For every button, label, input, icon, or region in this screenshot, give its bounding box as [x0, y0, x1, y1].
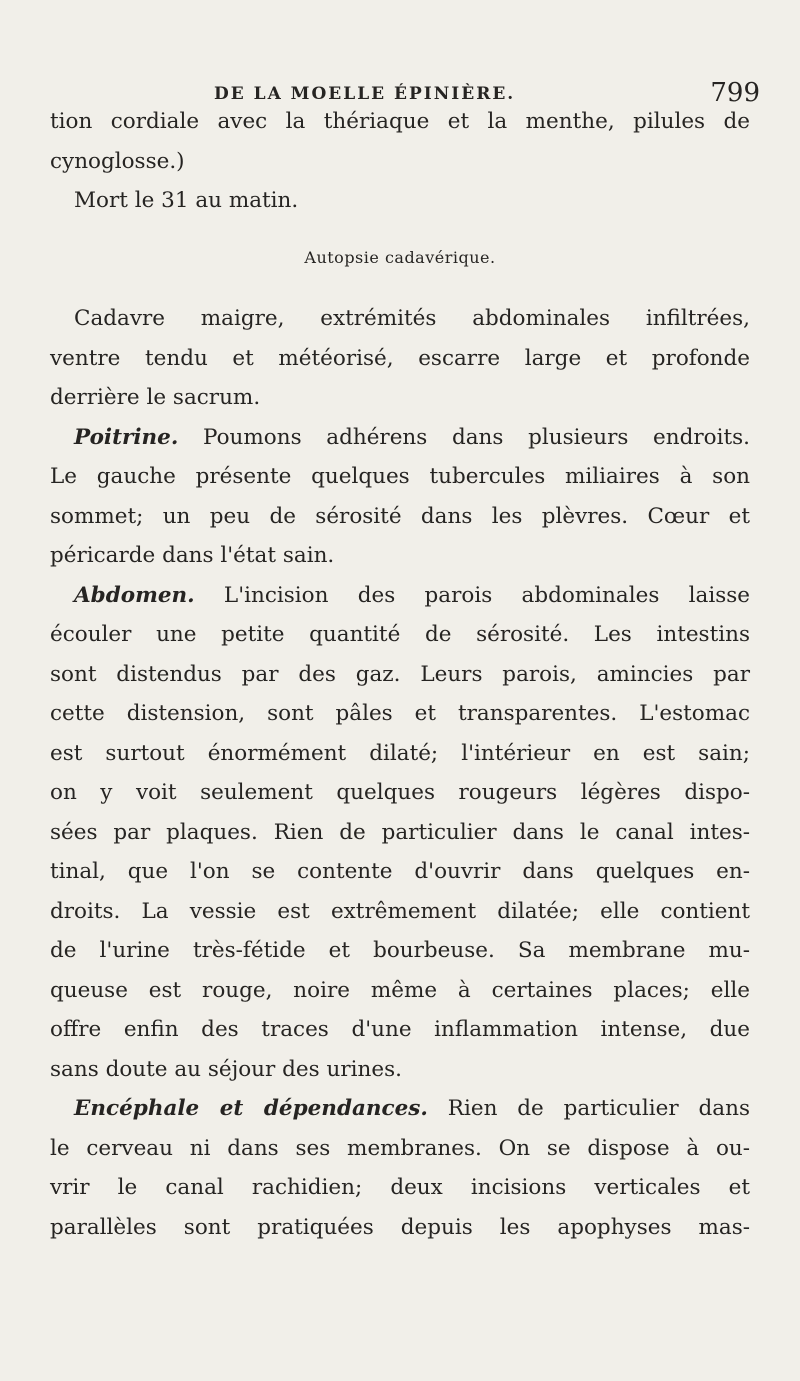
body-text — [50, 102, 750, 1247]
encephale-first-text: Rien de particulier dans — [447, 1096, 750, 1121]
section-title: Autopsie cadavérique. — [304, 247, 496, 267]
poitrine-first-text: Poumons adhérens dans plusieurs endroits. — [203, 424, 750, 450]
text-line: parallèles sont pratiquées depuis les apophyses mas- — [50, 1214, 750, 1240]
text-line: Le gauche présente quelques tubercules miliaires à son — [50, 464, 750, 489]
text-line: sommet; un peu de sérosité dans les plèvres. Cœur et — [50, 503, 750, 529]
text-line: sées par plaques. Rien de particulier dans le canal intes- — [50, 819, 750, 845]
text-line: écouler une petite quantité de sérosité. Les intestins — [50, 622, 750, 647]
text-line: offre enfin des traces d'une inflammation intense, due — [50, 1017, 750, 1042]
running-title: DE LA MOELLE ÉPINIÈRE. — [214, 84, 516, 104]
text-line: queuse est rouge, noire même à certaines places; elle — [50, 977, 750, 1003]
text-line: tinal, que l'on se contente d'ouvrir dans quelques en- — [50, 859, 750, 884]
text-line: ventre tendu et météorisé, escarre large et profonde — [50, 345, 750, 371]
text-line: cynoglosse.) — [50, 148, 185, 174]
text-line: on y voit seulement quelques rougeurs légères dispo- — [50, 780, 750, 805]
text-line: de l'urine très-fétide et bourbeuse. Sa membrane mu- — [50, 938, 750, 963]
text-line: sont distendus par des gaz. Leurs parois, amincies par — [50, 661, 750, 687]
encephale-label: Encéphale et dépendances. — [74, 1096, 428, 1121]
abdomen-first-line — [50, 576, 750, 616]
text-line: péricarde dans l'état sain. — [50, 543, 335, 568]
poitrine-first-line — [50, 418, 750, 458]
death-line: Mort le 31 au matin. — [74, 188, 299, 213]
text-line: est surtout énormément dilaté; l'intérieur en est sain; — [50, 740, 750, 766]
text-line: cette distension, sont pâles et transparentes. L'estomac — [50, 701, 750, 726]
text-line: le cerveau ni dans ses membranes. On se dispose à ou- — [50, 1135, 750, 1161]
encephale-first-line — [50, 1089, 750, 1129]
poitrine-label: Poitrine. — [74, 424, 179, 450]
abdomen-first-text: L'incision des parois abdominales laisse — [223, 582, 750, 608]
text-line: derrière le sacrum. — [50, 385, 261, 410]
text-line: droits. La vessie est extrêmement dilatée; elle contient — [50, 898, 750, 924]
text-line: tion cordiale avec la thériaque et la menthe, pilules de — [50, 109, 750, 134]
text-line: sans doute au séjour des urines. — [50, 1056, 402, 1082]
text-line: vrir le canal rachidien; deux incisions verticales et — [50, 1175, 750, 1200]
abdomen-label: Abdomen. — [74, 582, 195, 608]
page-number: 799 — [710, 78, 760, 108]
text-line: Cadavre maigre, extrémités abdominales infiltrées, — [74, 306, 750, 331]
